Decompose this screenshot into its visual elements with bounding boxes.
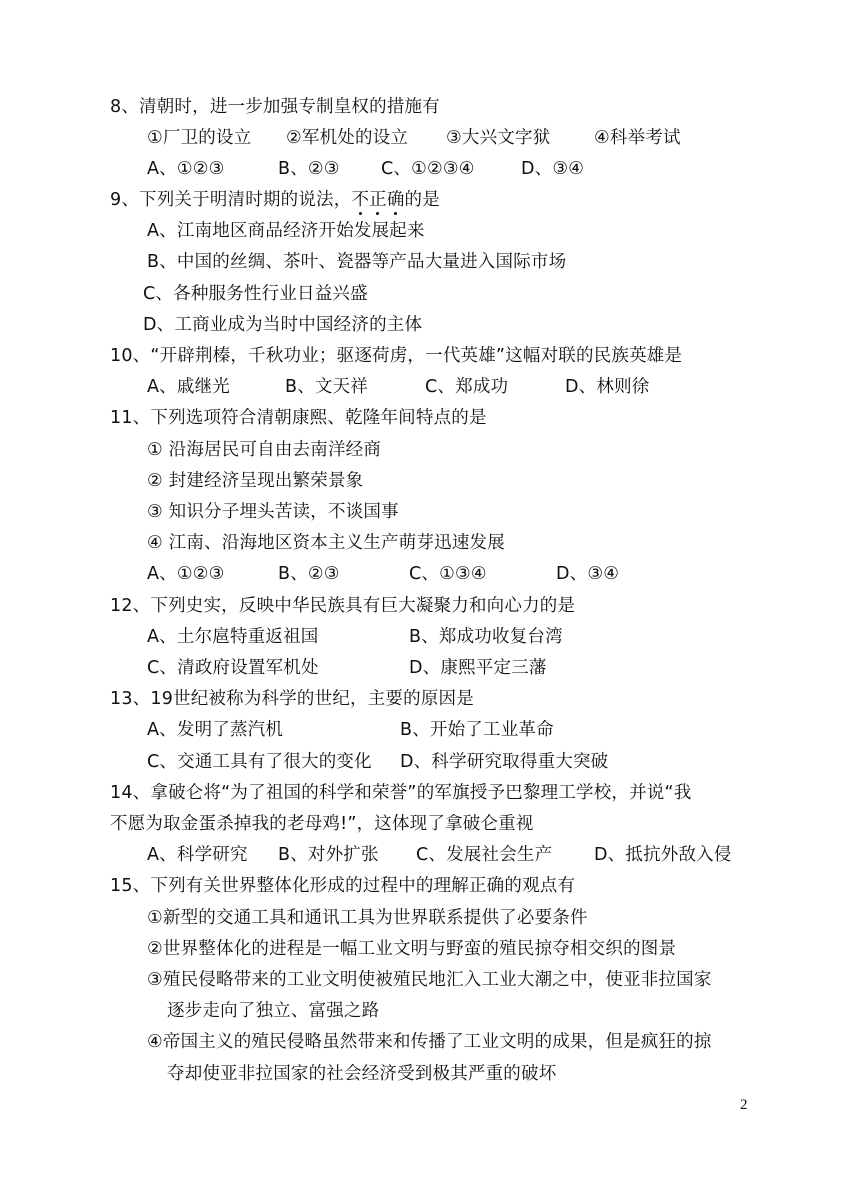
q8-option-c: C、①②③④	[381, 159, 475, 179]
question-10-options	[147, 375, 747, 399]
question-12-stem: 12、下列史实，反映中华民族具有巨大凝聚力和向心力的是	[110, 596, 576, 616]
page-number: 2	[740, 1097, 748, 1113]
question-14-stem-line-1: 14、拿破仑将“为了祖国的科学和荣誉”的军旗授予巴黎理工学校，并说“我	[110, 783, 692, 803]
q15-item-1: ①新型的交通工具和通讯工具为世界联系提供了必要条件	[147, 908, 588, 928]
q8-item-3: ③大兴文字狱	[446, 128, 551, 148]
q9-stem-before: 9、下列关于明清时期的说法，	[110, 190, 352, 210]
q14-option-a: A、科学研究	[147, 845, 248, 865]
q10-option-c: C、郑成功	[425, 377, 509, 397]
q11-option-a: A、①②③	[147, 564, 225, 584]
question-10-stem: 10、“开辟荆榛，千秋功业；驱逐荷虏，一代英雄”这幅对联的民族英雄是	[110, 346, 683, 366]
q12-option-d: D、康熙平定三藩	[409, 658, 547, 678]
q8-option-a: A、①②③	[147, 159, 225, 179]
q11-option-d: D、③④	[556, 564, 620, 584]
question-14-options	[147, 843, 757, 867]
question-8-items	[147, 126, 747, 150]
q10-option-a: A、戚继光	[147, 377, 230, 397]
q15-item-3: ③殖民侵略带来的工业文明使被殖民地汇入工业大潮之中，使亚非拉国家	[147, 970, 712, 990]
question-13-stem: 13、19世纪被称为科学的世纪，主要的原因是	[110, 689, 474, 709]
question-13-options-row-1	[147, 718, 747, 742]
q13-option-a: A、发明了蒸汽机	[147, 720, 284, 740]
question-13-options-row-2	[147, 750, 757, 774]
question-15-stem: 15、下列有关世界整体化形成的过程中的理解正确的观点有	[110, 876, 576, 896]
q15-item-4: ④帝国主义的殖民侵略虽然带来和传播了工业文明的成果，但是疯狂的掠	[147, 1032, 712, 1052]
q8-item-1: ①厂卫的设立	[147, 128, 252, 148]
q12-option-a: A、土尔扈特重返祖国	[147, 627, 319, 647]
q9-option-c: C、各种服务性行业日益兴盛	[143, 284, 368, 304]
q10-option-d: D、林则徐	[565, 377, 650, 397]
question-14-stem-line-2: 不愿为取金蛋杀掉我的老母鸡!”，这体现了拿破仑重视	[110, 814, 534, 834]
q11-item-1: ① 沿海居民可自由去南洋经商	[147, 440, 382, 460]
q12-option-b: B、郑成功收复台湾	[409, 627, 563, 647]
q9-stem-after: 的是	[404, 190, 440, 210]
question-11-options	[147, 562, 747, 586]
q9-option-d: D、工商业成为当时中国经济的主体	[143, 315, 423, 335]
q11-option-b: B、②③	[278, 564, 340, 584]
q14-option-b: B、对外扩张	[278, 845, 379, 865]
question-11-stem: 11、下列选项符合清朝康熙、乾隆年间特点的是	[110, 408, 487, 428]
q13-option-d: D、科学研究取得重大突破	[400, 752, 609, 772]
q15-item-3-continued: 逐步走向了独立、富强之路	[167, 1001, 380, 1021]
q15-item-2: ②世界整体化的进程是一幅工业文明与野蛮的殖民掠夺相交织的图景	[147, 939, 677, 959]
q9-emphasis-char-2: 正	[369, 190, 387, 210]
q11-item-2: ② 封建经济呈现出繁荣景象	[147, 471, 364, 491]
q13-option-b: B、开始了工业革命	[400, 720, 554, 740]
question-9-stem	[110, 188, 440, 212]
q11-option-c: C、①③④	[409, 564, 487, 584]
q8-item-4: ④科举考试	[594, 128, 681, 148]
question-8-stem: 8、清朝时，进一步加强专制皇权的措施有	[110, 97, 440, 117]
q9-option-a: A、江南地区商品经济开始发展起来	[147, 221, 425, 241]
q14-option-d: D、抵抗外敌入侵	[594, 845, 732, 865]
q11-item-3: ③ 知识分子埋头苦读，不谈国事	[147, 502, 399, 522]
q13-option-c: C、交通工具有了很大的变化	[147, 752, 372, 772]
q8-item-2: ②军机处的设立	[286, 128, 409, 148]
q9-emphasis-char-1: 不	[351, 190, 370, 210]
question-12-options-row-2	[147, 656, 747, 680]
q10-option-b: B、文天祥	[285, 377, 369, 397]
q8-option-d: D、③④	[521, 159, 585, 179]
question-12-options-row-1	[147, 625, 747, 649]
q12-option-c: C、清政府设置军机处	[147, 658, 319, 678]
q11-item-4: ④ 江南、沿海地区资本主义生产萌芽迅速发展	[147, 533, 505, 553]
q15-item-4-continued: 夺却使亚非拉国家的社会经济受到极其严重的破坏	[167, 1064, 557, 1084]
question-8-options	[147, 157, 747, 181]
q14-option-c: C、发展社会生产	[416, 845, 553, 865]
q9-option-b: B、中国的丝绸、茶叶、瓷器等产品大量进入国际市场	[147, 252, 567, 272]
q8-option-b: B、②③	[278, 159, 340, 179]
q9-emphasis-char-3: 确	[386, 190, 405, 210]
